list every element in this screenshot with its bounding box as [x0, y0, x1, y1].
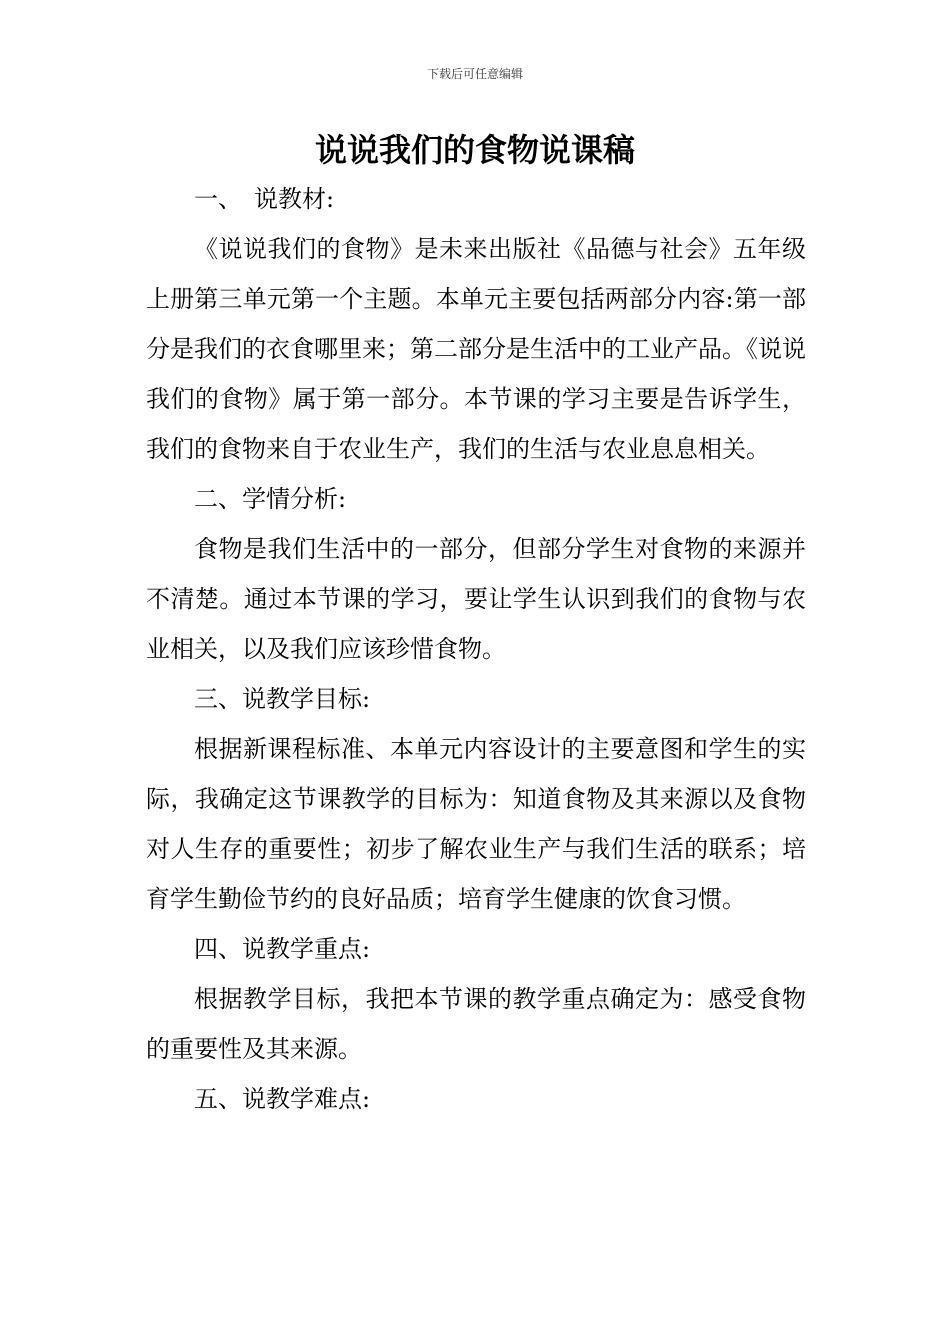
- paragraph-student-analysis: 食物是我们生活中的一部分，但部分学生对食物的来源并不清楚。通过本节课的学习，要让学生认识到我们的食物与农业相关，以及我们应该珍惜食物。: [146, 535, 806, 663]
- paragraph-teaching-goals: 根据新课程标准、本单元内容设计的主要意图和学生的实际，我确定这节课教学的目标为：知道食物及其来源以及食物对人生存的重要性；初步了解农业生产与我们生活的联系；培育学生勤俭节约的良好品质；培育学生健康的饮食习惯。: [146, 735, 806, 913]
- document-body: [146, 174, 806, 1124]
- section-heading-teaching-goals: 三、说教学目标:: [194, 685, 371, 713]
- paragraph-key-points: 根据教学目标，我把本节课的教学重点确定为：感受食物的重要性及其来源。: [146, 985, 806, 1063]
- section-heading-key-points: 四、说教学重点:: [194, 935, 371, 963]
- paragraph-teaching-material: 《说说我们的食物》是未来出版社《品德与社会》五年级上册第三单元第一个主题。本单元主要包括两部分内容:第一部分是我们的衣食哪里来；第二部分是生活中的工业产品。《说说我们的食物》属于第一部分。本节课的学习主要是告诉学生，我们的食物来自于农业生产，我们的生活与农业息息相关。: [146, 235, 806, 463]
- section-heading-difficulties: 五、说教学难点:: [194, 1085, 371, 1113]
- section-heading-teaching-material: 一、 说教材:: [194, 185, 335, 213]
- document-title: 说说我们的食物说课稿: [314, 131, 635, 169]
- header-note: 下载后可任意编辑: [426, 67, 523, 81]
- section-heading-student-analysis: 二、学情分析:: [194, 485, 347, 513]
